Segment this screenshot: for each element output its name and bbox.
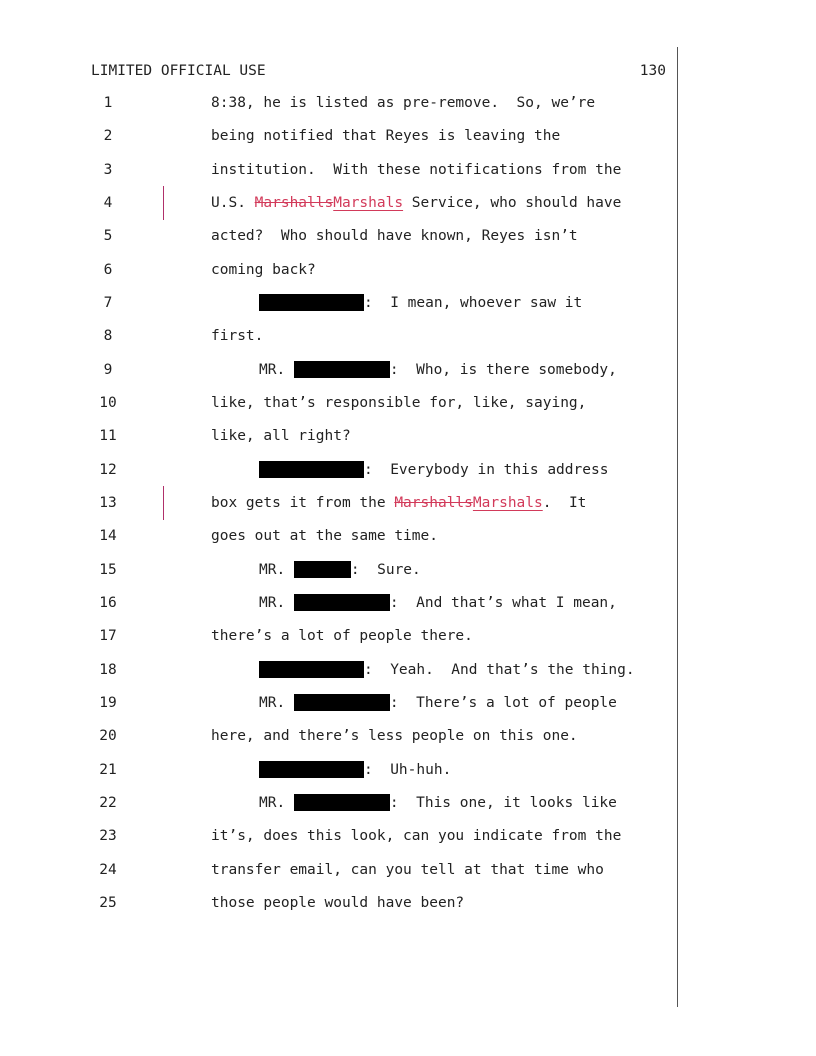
line-number: 8 [103, 328, 113, 345]
text-segment: : Sure. [350, 561, 421, 578]
transcript-line [0, 658, 816, 682]
transcript-line [0, 124, 816, 148]
transcript-line [0, 424, 816, 448]
line-text [211, 724, 578, 748]
line-text [211, 824, 621, 848]
line-text [211, 424, 351, 448]
line-text [211, 624, 473, 648]
transcript-line [0, 691, 816, 715]
line-number: 20 [99, 728, 117, 745]
line-text [211, 491, 586, 515]
redaction-box [259, 461, 364, 478]
text-segment: : Uh-huh. [364, 761, 452, 778]
line-text [259, 691, 617, 715]
transcript-line [0, 358, 816, 382]
text-segment: first. [211, 328, 264, 345]
line-number: 25 [99, 894, 117, 911]
text-segment: being notified that Reyes is leaving the [211, 128, 561, 145]
line-text [211, 891, 464, 915]
line-number: 19 [99, 694, 117, 711]
line-number: 16 [99, 594, 117, 611]
transcript-line [0, 191, 816, 215]
text-segment: : This one, it looks like [389, 794, 617, 811]
line-text [211, 258, 316, 282]
line-number: 6 [103, 261, 113, 278]
text-segment: MR. [259, 594, 294, 611]
line-number: 5 [103, 228, 113, 245]
transcript-line [0, 258, 816, 282]
text-segment: 8:38, he is listed as pre-remove. So, we’re [211, 95, 596, 111]
line-number: 17 [99, 628, 117, 645]
line-number: 21 [99, 761, 117, 778]
line-number: 7 [103, 294, 113, 311]
redaction-box [294, 694, 390, 711]
redaction-box [294, 561, 351, 578]
text-segment: MR. [259, 361, 294, 378]
line-text [211, 124, 560, 148]
transcript-line [0, 558, 816, 582]
text-segment: here, and there’s less people on this one. [211, 728, 578, 745]
line-number: 14 [99, 528, 117, 545]
line-text [211, 324, 263, 348]
transcript-line [0, 524, 816, 548]
text-segment: those people would have been? [211, 894, 465, 911]
text-segment: like, that’s responsible for, like, saying, [211, 394, 587, 411]
line-text [211, 224, 578, 248]
text-segment: : Everybody in this address [364, 461, 609, 478]
page-number: 130 [639, 63, 666, 79]
transcript-line [0, 791, 816, 815]
line-number: 13 [99, 494, 117, 511]
transcript-line [0, 758, 816, 782]
line-number: 2 [103, 128, 113, 145]
line-text [259, 358, 617, 382]
transcript-line [0, 158, 816, 182]
line-number: 18 [99, 661, 117, 678]
transcript-line [0, 624, 816, 648]
transcript-line [0, 391, 816, 415]
text-segment: Service, who should have [403, 194, 622, 211]
text-segment: : I mean, whoever saw it [364, 294, 583, 311]
text-segment: it’s, does this look, can you indicate from the [211, 828, 622, 845]
line-text [211, 191, 621, 215]
line-text [259, 758, 451, 782]
text-segment: coming back? [211, 261, 316, 278]
text-segment: box gets it from the [211, 494, 395, 511]
text-segment: MR. [259, 694, 294, 711]
line-number: 4 [103, 194, 113, 211]
redaction-box [294, 594, 390, 611]
header-classification: LIMITED OFFICIAL USE [91, 63, 266, 79]
text-segment: . It [542, 494, 587, 511]
text-segment: : And that’s what I mean, [389, 594, 617, 611]
line-text [259, 591, 617, 615]
redaction-box [259, 661, 364, 678]
text-segment: institution. With these notifications from the [211, 161, 622, 178]
line-number: 22 [99, 794, 117, 811]
text-segment: transfer email, can you tell at that time who [211, 861, 604, 878]
transcript-line [0, 591, 816, 615]
line-text [259, 658, 635, 682]
text-segment: MR. [259, 561, 294, 578]
transcript-line [0, 91, 816, 115]
transcript-line [0, 491, 816, 515]
revision-change-bar [163, 186, 164, 220]
deleted-text: Marshalls [394, 494, 473, 511]
line-text [259, 291, 582, 315]
line-text [211, 524, 438, 548]
inserted-text: Marshals [333, 194, 404, 211]
line-number: 11 [99, 428, 117, 445]
inserted-text: Marshals [472, 494, 543, 511]
line-number: 3 [103, 161, 113, 178]
transcript-line [0, 858, 816, 882]
transcript-line [0, 324, 816, 348]
line-number: 15 [99, 561, 117, 578]
transcript-line [0, 224, 816, 248]
text-segment: U.S. [211, 194, 255, 211]
redaction-box [294, 794, 390, 811]
line-text [259, 558, 421, 582]
transcript-line [0, 458, 816, 482]
line-number: 1 [103, 95, 113, 111]
text-segment: : There’s a lot of people [389, 694, 617, 711]
revision-change-bar [163, 486, 164, 520]
line-text [211, 91, 595, 115]
redaction-box [259, 761, 364, 778]
line-number: 12 [99, 461, 117, 478]
line-number: 24 [99, 861, 117, 878]
line-text [259, 458, 608, 482]
text-segment: : Yeah. And that’s the thing. [364, 661, 635, 678]
transcript-line [0, 291, 816, 315]
transcript-line [0, 724, 816, 748]
transcript-line [0, 824, 816, 848]
line-text [211, 391, 586, 415]
line-number: 23 [99, 828, 117, 845]
line-number: 9 [103, 361, 113, 378]
text-segment: MR. [259, 794, 294, 811]
line-number: 10 [99, 394, 117, 411]
transcript-line [0, 891, 816, 915]
line-text [211, 158, 621, 182]
line-text [259, 791, 617, 815]
text-segment: like, all right? [211, 428, 351, 445]
text-segment: there’s a lot of people there. [211, 628, 473, 645]
text-segment: acted? Who should have known, Reyes isn’t [211, 228, 578, 245]
deleted-text: Marshalls [254, 194, 334, 211]
line-text [211, 858, 604, 882]
redaction-box [259, 294, 364, 311]
text-segment: goes out at the same time. [211, 528, 438, 545]
redaction-box [294, 361, 390, 378]
text-segment: : Who, is there somebody, [389, 361, 617, 378]
